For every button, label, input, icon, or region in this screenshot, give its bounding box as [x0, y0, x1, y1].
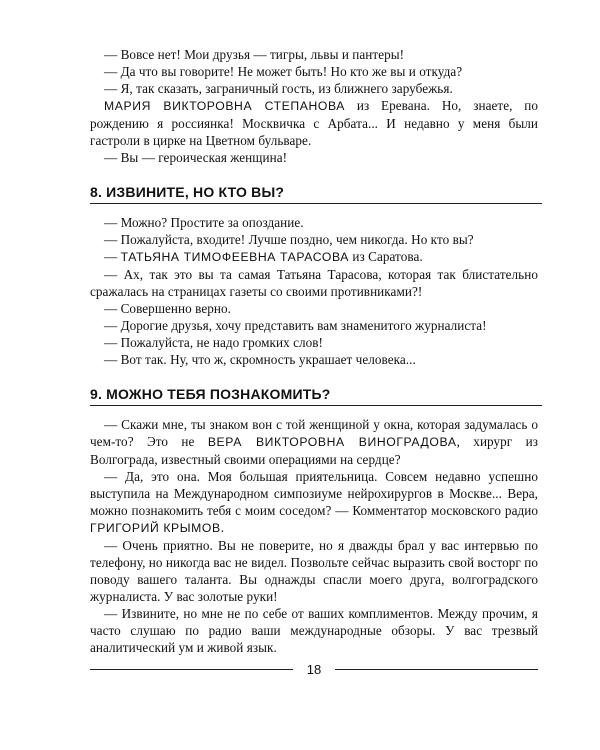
person-name: ГРИГОРИЙ КРЫМОВ	[90, 521, 221, 535]
dialogue-line: — Вовсе нет! Мои друзья — тигры, львы и пантеры!	[104, 47, 405, 62]
heading-rule	[90, 405, 542, 406]
dialogue-line: — Да, это она. Моя большая приятельница. Совсем недавно успешно выступила на Международном симпозиуме нейрохирургов в Москве... Вера, можно познакомить тебя с моим соседом? — Комментатор московского радио ГРИГОРИЙ КРЫМОВ.	[90, 469, 538, 535]
dialogue-line: — Пожалуйста, не надо громких слов!	[104, 335, 323, 350]
section-heading: 9. МОЖНО ТЕБЯ ПОЗНАКОМИТЬ?	[90, 386, 331, 402]
person-name: ТАТЬЯНА ТИМОФЕЕВНА ТАРАСОВА	[120, 250, 350, 264]
dialogue-line: — Пожалуйста, входите! Лучше поздно, чем никогда. Но кто вы?	[104, 232, 474, 247]
footer-rule-right	[335, 669, 538, 670]
dialogue-line: — Можно? Простите за опоздание.	[104, 215, 304, 230]
page-number: 18	[306, 662, 322, 677]
dialogue-line: — Очень приятно. Вы не поверите, но я дважды брал у вас интервью по телефону, но никогда вас не видел. Позвольте сейчас выразить свой восторг по поводу вашего таланта. Вы однажды спасли моего друга, волгоградского журналиста. У вас золотые руки!	[90, 538, 538, 604]
dialogue-line: — Ах, так это вы та самая Татьяна Тарасова, которая так блистательно сражалась на страницах газеты со своими противниками?!	[90, 267, 538, 299]
dialogue-line: — Дорогие друзья, хочу представить вам знаменитого журналиста!	[104, 318, 487, 333]
dialogue-line: — Совершенно верно.	[104, 301, 231, 316]
dialogue-line: — Вы — героическая женщина!	[104, 150, 288, 165]
heading-rule	[90, 203, 542, 204]
dialogue-line: — Скажи мне, ты знаком вон с той женщиной у окна, которая задумалась о чем-то? Это не ВЕРА ВИКТОРОВНА ВИНОГРАДОВА, хирург из Волгограда, известный своими операциями на сердце?	[90, 417, 539, 467]
section-heading: 8. ИЗВИНИТЕ, НО КТО ВЫ?	[90, 184, 285, 200]
dialogue-line: — Извините, но мне не по себе от ваших комплиментов. Между прочим, я часто слушаю по радио ваши международные обзоры. У вас трезвый аналитический ум и живой язык.	[90, 606, 538, 655]
footer-rule-left	[90, 669, 293, 670]
dialogue-line: — Да что вы говорите! Не может быть! Но кто же вы и откуда?	[104, 64, 463, 79]
page-footer	[90, 662, 538, 677]
dialogue-line: МАРИЯ ВИКТОРОВНА СТЕПАНОВА из Еревана. Но, знаете, по рождению я россиянка! Москвичка с Арбата... И недавно у меня были гастроли в цирке на Цветном бульваре.	[90, 98, 538, 148]
dialogue-line: — Я, так сказать, заграничный гость, из ближнего зарубежья.	[104, 81, 453, 96]
person-name: МАРИЯ ВИКТОРОВНА СТЕПАНОВА	[104, 99, 346, 113]
dialogue-line: — ТАТЬЯНА ТИМОФЕЕВНА ТАРАСОВА из Саратова.	[104, 249, 423, 264]
dialogue-line: — Вот так. Ну, что ж, скромность украшает человека...	[104, 352, 416, 367]
person-name: ВЕРА ВИКТОРОВНА ВИНОГРАДОВА	[207, 435, 457, 449]
